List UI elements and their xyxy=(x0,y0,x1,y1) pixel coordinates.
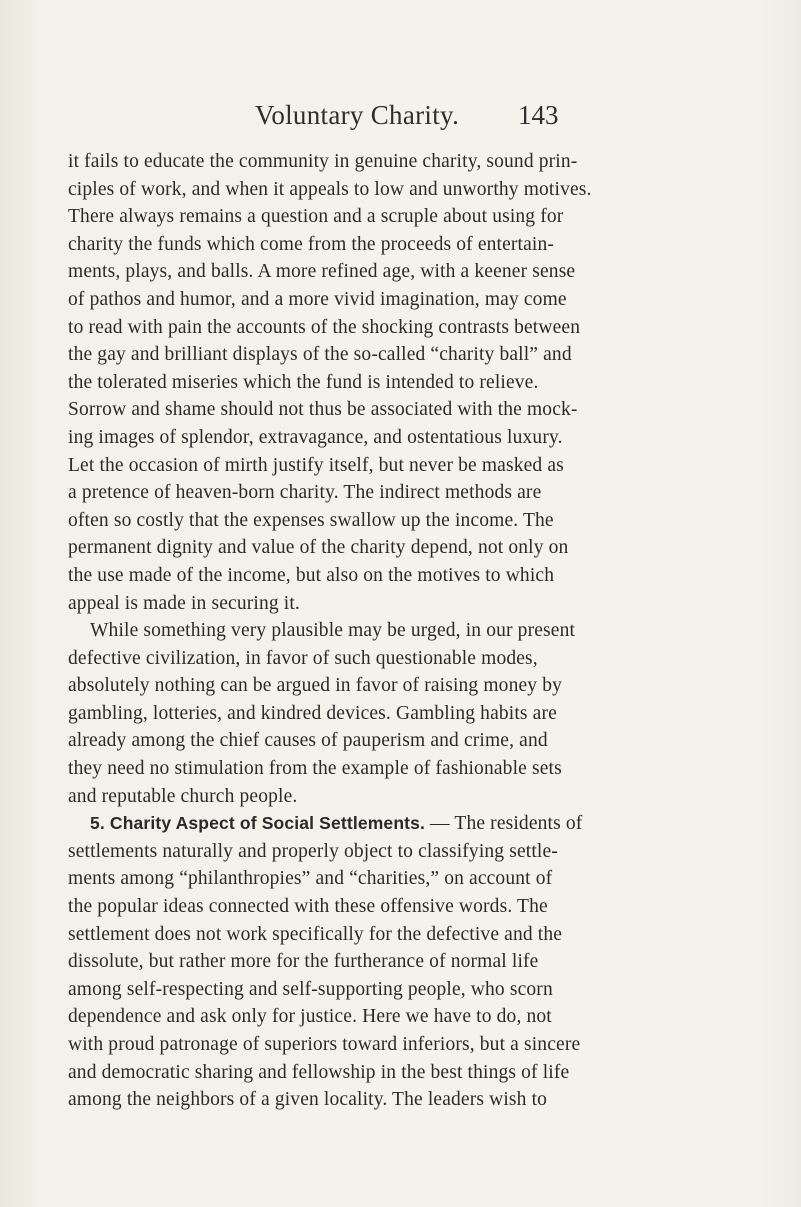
text-line: dissolute, but rather more for the furtherance of normal life xyxy=(68,951,539,973)
text-line: While something very plausible may be urged, in our present xyxy=(90,620,576,642)
text-line: ing images of splendor, extravagance, and ostentatious luxury. xyxy=(68,426,563,448)
text-line: among the neighbors of a given locality. The leaders wish to xyxy=(68,1089,548,1111)
text-line: ments among “philanthropies” and “charities,” on account of xyxy=(68,868,553,890)
section-heading-continuation: — The residents of xyxy=(425,813,583,835)
text-line: often so costly that the expenses swallow up the income. The xyxy=(68,509,554,531)
text-line: Let the occasion of mirth justify itself, but never be masked as xyxy=(68,454,564,476)
running-head xyxy=(0,100,801,140)
text-line: they need no stimulation from the example of fashionable sets xyxy=(68,758,562,780)
text-line: a pretence of heaven-born charity. The indirect methods are xyxy=(68,482,542,504)
text-line: ments, plays, and balls. A more refined age, with a keener sense xyxy=(68,261,576,283)
text-line: ciples of work, and when it appeals to low and unworthy motives. xyxy=(68,178,592,200)
page-number: 143 xyxy=(518,100,559,130)
text-line: and reputable church people. xyxy=(68,785,298,807)
text-line: Sorrow and shame should not thus be associated with the mock- xyxy=(68,399,578,421)
text-line: already among the chief causes of pauperism and crime, and xyxy=(68,730,548,752)
text-line: it fails to educate the community in genuine charity, sound prin- xyxy=(68,151,578,172)
text-line: gambling, lotteries, and kindred devices. Gambling habits are xyxy=(68,702,557,724)
body-text xyxy=(68,148,738,1114)
text-line: of pathos and humor, and a more vivid imagination, may come xyxy=(68,288,567,310)
text-line: dependence and ask only for justice. Here we have to do, not xyxy=(68,1006,552,1028)
text-line: defective civilization, in favor of such questionable modes, xyxy=(68,647,538,669)
text-line: appeal is made in securing it. xyxy=(68,592,300,614)
text-line: permanent dignity and value of the charity depend, not only on xyxy=(68,537,569,559)
text-line: the gay and brilliant displays of the so-called “charity ball” and xyxy=(68,344,572,366)
paragraph-group-a xyxy=(68,148,738,810)
text-line: settlement does not work specifically for the defective and the xyxy=(68,923,563,945)
section-heading: 5. Charity Aspect of Social Settlements. xyxy=(90,813,426,834)
text-line: and democratic sharing and fellowship in the best things of life xyxy=(68,1061,570,1083)
text-line: charity the funds which come from the proceeds of entertain- xyxy=(68,233,555,255)
text-line: among self-respecting and self-supporting people, who scorn xyxy=(68,978,553,1000)
section-heading-line xyxy=(68,810,738,838)
text-line: the tolerated miseries which the fund is intended to relieve. xyxy=(68,371,539,393)
text-line: to read with pain the accounts of the shocking contrasts between xyxy=(68,316,581,338)
text-line: absolutely nothing can be argued in favor of raising money by xyxy=(68,675,563,697)
text-line: with proud patronage of superiors toward inferiors, but a sincere xyxy=(68,1034,581,1055)
paragraph-group-b xyxy=(68,838,738,1114)
text-line: the popular ideas connected with these offensive words. The xyxy=(68,896,548,918)
running-title: Voluntary Charity. xyxy=(255,100,460,130)
text-line: the use made of the income, but also on the motives to which xyxy=(68,564,555,586)
text-line: settlements naturally and properly object to classifying settle- xyxy=(68,840,558,862)
text-line: There always remains a question and a scruple about using for xyxy=(68,206,564,228)
